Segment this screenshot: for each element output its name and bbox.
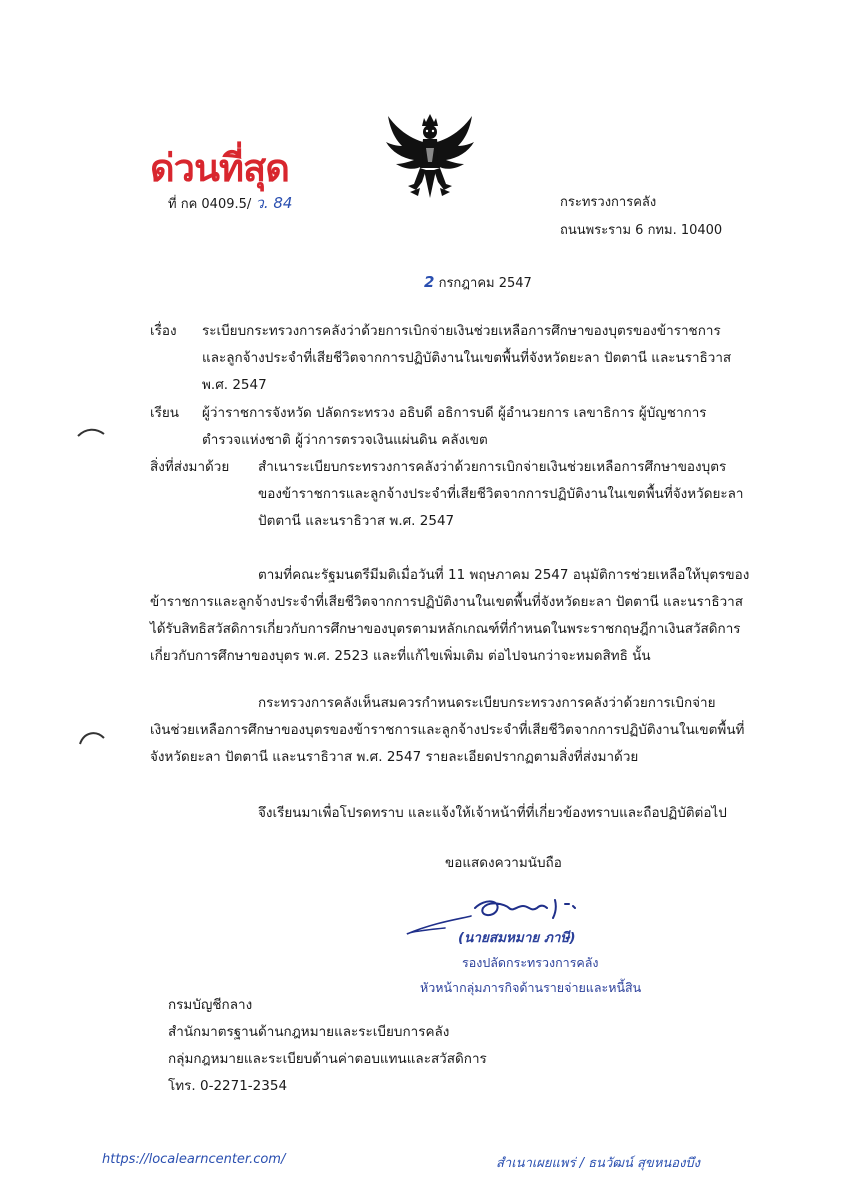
document-date bbox=[424, 272, 532, 293]
document-number bbox=[168, 191, 292, 215]
paragraph-line: เงินช่วยเหลือการศึกษาของบุตรของข้าราชการและลูกจ้างประจำที่เสียชีวิตจากการปฏิบัติงานในเขตพื้นที่ bbox=[150, 722, 745, 738]
origin-line: กลุ่มกฎหมายและระเบียบด้านค่าตอบแทนและสวัสดิการ bbox=[168, 1051, 487, 1067]
punch-hole-mark-icon bbox=[76, 426, 106, 440]
document-number-handwritten: ว. 84 bbox=[255, 194, 293, 212]
date-month-year: กรกฎาคม 2547 bbox=[438, 276, 532, 291]
body-paragraph-1 bbox=[150, 562, 749, 670]
origin-line: โทร. 0-2271-2354 bbox=[168, 1078, 288, 1094]
date-day-handwritten: 2 bbox=[424, 273, 435, 291]
issuing-ministry: กระทรวงการคลัง bbox=[560, 195, 657, 210]
paragraph-line: จังหวัดยะลา ปัตตานี และนราธิวาส พ.ศ. 2547 รายละเอียดปรากฏตามสิ่งที่ส่งมาด้วย bbox=[150, 749, 639, 765]
signer-name: (นายสมหมาย ภาษี) bbox=[458, 930, 576, 946]
enclosure-line: สำเนาระเบียบกระทรวงการคลังว่าด้วยการเบิกจ่ายเงินช่วยเหลือการศึกษาของบุตร bbox=[258, 459, 727, 475]
subject-text bbox=[202, 318, 731, 399]
enclosure-line: ของข้าราชการและลูกจ้างประจำที่เสียชีวิตจากการปฏิบัติงานในเขตพื้นที่จังหวัดยะลา bbox=[258, 486, 744, 502]
closing-salutation: ขอแสดงความนับถือ bbox=[445, 855, 562, 871]
body-paragraph-2 bbox=[150, 690, 744, 771]
paragraph-line: ได้รับสิทธิสวัสดิการเกี่ยวกับการศึกษาของบุตรตามหลักเกณฑ์ที่กำหนดในพระราชกฤษฎีกาเงินสวัสดิการ bbox=[150, 621, 741, 637]
origin-department bbox=[168, 992, 487, 1100]
signer-position: รองปลัดกระทรวงการคลัง bbox=[462, 955, 599, 970]
body-paragraph-3: จึงเรียนมาเพื่อโปรดทราบ และแจ้งให้เจ้าหน้าที่ที่เกี่ยวข้องทราบและถือปฏิบัติต่อไป bbox=[258, 805, 727, 821]
enclosure-line: ปัตตานี และนราธิวาส พ.ศ. 2547 bbox=[258, 513, 455, 529]
punch-hole-mark-icon bbox=[76, 726, 106, 746]
origin-line: กรมบัญชีกลาง bbox=[168, 997, 253, 1013]
enclosure-label: สิ่งที่ส่งมาด้วย bbox=[150, 459, 230, 475]
recipient-line: ตำรวจแห่งชาติ ผู้ว่าการตรวจเงินแผ่นดิน คลังเขต bbox=[202, 432, 488, 448]
paragraph-line: ข้าราชการและลูกจ้างประจำที่เสียชีวิตจากการปฏิบัติงานในเขตพื้นที่จังหวัดยะลา ปัตตานี และนราธิวาส bbox=[150, 594, 743, 610]
paragraph-line: ตามที่คณะรัฐมนตรีมีมติเมื่อวันที่ 11 พฤษภาคม 2547 อนุมัติการช่วยเหลือให้บุตรของ bbox=[258, 567, 750, 583]
recipient-label: เรียน bbox=[150, 405, 180, 421]
footer-url-link[interactable]: https://localearncenter.com/ bbox=[102, 1152, 286, 1167]
paragraph-line: เกี่ยวกับการศึกษาของบุตร พ.ศ. 2523 และที่แก้ไขเพิ่มเติม ต่อไปจนกว่าจะหมดสิทธิ นั้น bbox=[150, 648, 651, 664]
document-number-prefix: ที่ กค 0409.5/ bbox=[168, 197, 252, 212]
urgent-stamp: ด่วนที่สุด bbox=[150, 146, 289, 190]
paragraph-line: กระทรวงการคลังเห็นสมควรกำหนดระเบียบกระทรวงการคลังว่าด้วยการเบิกจ่าย bbox=[258, 695, 716, 711]
footer-credit: สำเนาเผยแพร่ / ธนวัฒน์ สุขหนองบึง bbox=[496, 1156, 701, 1171]
subject-line: และลูกจ้างประจำที่เสียชีวิตจากการปฏิบัติงานในเขตพื้นที่จังหวัดยะลา ปัตตานี และนราธิวาส bbox=[202, 350, 732, 366]
subject-line: พ.ศ. 2547 bbox=[202, 377, 267, 393]
signer-position-secondary: หัวหน้ากลุ่มภารกิจด้านรายจ่ายและหนี้สิน bbox=[420, 980, 642, 995]
subject-label: เรื่อง bbox=[150, 323, 177, 339]
garuda-emblem-icon bbox=[380, 108, 480, 208]
recipient-text bbox=[202, 400, 707, 454]
recipient-line: ผู้ว่าราชการจังหวัด ปลัดกระทรวง อธิบดี อธิการบดี ผู้อำนวยการ เลขาธิการ ผู้บัญชาการ bbox=[202, 405, 707, 421]
subject-line: ระเบียบกระทรวงการคลังว่าด้วยการเบิกจ่ายเงินช่วยเหลือการศึกษาของบุตรของข้าราชการ bbox=[202, 323, 721, 339]
origin-line: สำนักมาตรฐานด้านกฎหมายและระเบียบการคลัง bbox=[168, 1024, 450, 1040]
enclosure-text bbox=[258, 454, 744, 535]
ministry-address: ถนนพระราม 6 กทม. 10400 bbox=[560, 223, 723, 238]
